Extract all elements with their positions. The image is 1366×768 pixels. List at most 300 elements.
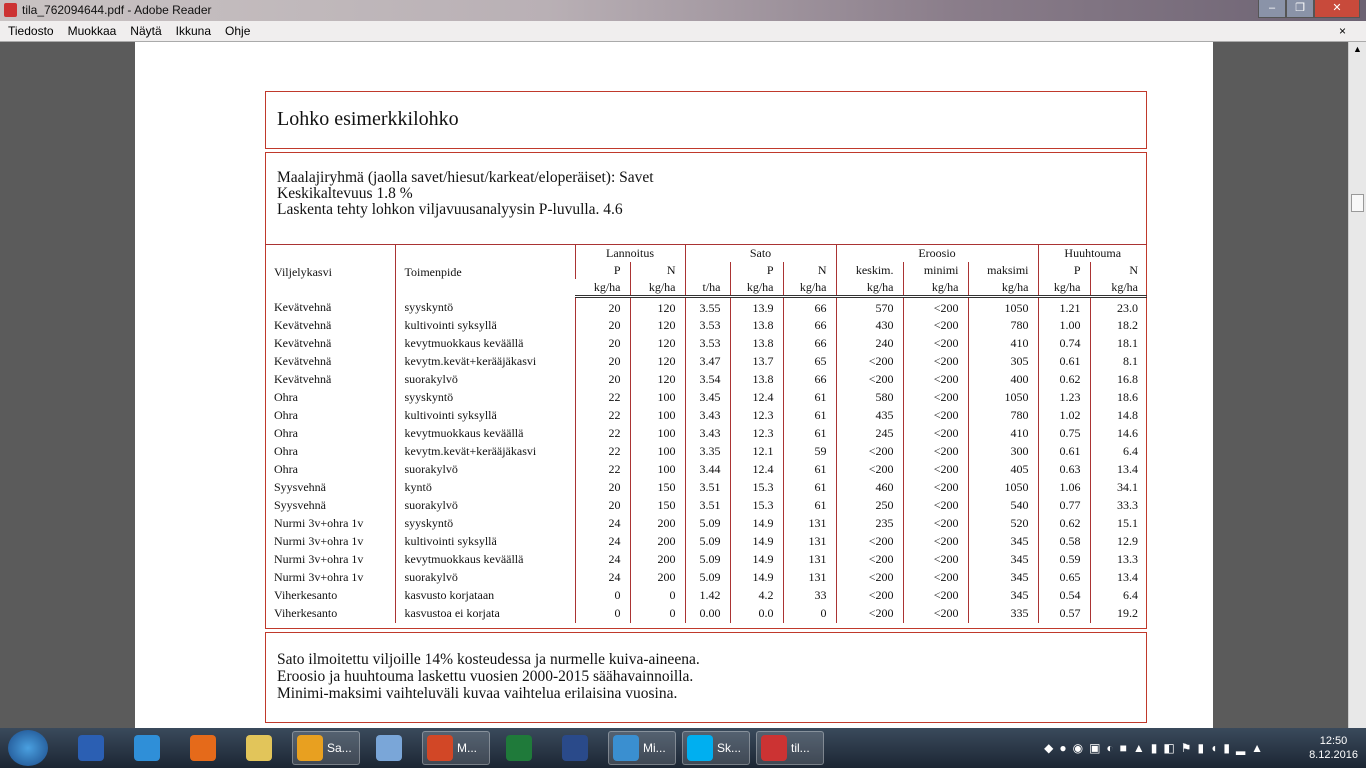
table-cell: 410 — [968, 335, 1038, 353]
col-viljelykasvi: Viljelykasvi — [274, 264, 332, 279]
taskbar-label: til... — [791, 741, 810, 755]
table-cell: 0.75 — [1038, 425, 1090, 443]
table-cell: 345 — [968, 533, 1038, 551]
table-cell: <200 — [903, 353, 968, 371]
table-cell: 5.09 — [685, 569, 730, 587]
table-cell: 3.51 — [685, 497, 730, 515]
note-line: Sato ilmoitettu viljoille 14% kosteudessa ja nurmelle kuiva-aineena. — [277, 651, 700, 668]
table-cell: 13.8 — [730, 317, 783, 335]
table-cell: 22 — [575, 425, 630, 443]
table-cell: 200 — [630, 533, 685, 551]
table-cell: 66 — [783, 296, 836, 317]
col-n: N — [783, 262, 836, 279]
table-cell: kevytmuokkaus keväällä — [395, 335, 575, 353]
unit: kg/ha — [968, 279, 1038, 297]
table-cell: Viherkesanto — [274, 606, 338, 620]
table-cell: 33.3 — [1090, 497, 1147, 515]
table-cell: kultivointi syksyllä — [395, 407, 575, 425]
table-row — [265, 515, 1147, 533]
table-row — [265, 551, 1147, 569]
table-cell: <200 — [903, 461, 968, 479]
table-cell: kyntö — [395, 479, 575, 497]
table-cell: 120 — [630, 296, 685, 317]
table-cell: 24 — [575, 551, 630, 569]
table-cell: 16.8 — [1090, 371, 1147, 389]
table-cell: 12.9 — [1090, 533, 1147, 551]
table-cell: 1.23 — [1038, 389, 1090, 407]
table-cell: 20 — [575, 296, 630, 317]
table-cell: <200 — [903, 587, 968, 605]
menu-ikkuna[interactable]: Ikkuna — [175, 24, 212, 38]
table-cell: 8.1 — [1090, 353, 1147, 371]
table-cell: 61 — [783, 497, 836, 515]
table-cell: kevytmuokkaus keväällä — [395, 551, 575, 569]
close-button[interactable]: ✕ — [1314, 0, 1360, 18]
taskbar-powerpoint[interactable] — [422, 731, 490, 765]
skype-icon — [687, 735, 713, 761]
table-cell: 100 — [630, 443, 685, 461]
col-empty — [685, 262, 730, 279]
table-cell: 430 — [836, 317, 903, 335]
results-table — [265, 244, 1147, 623]
table-cell: 3.43 — [685, 425, 730, 443]
unit: kg/ha — [1038, 279, 1090, 297]
table-cell: 13.4 — [1090, 461, 1147, 479]
table-row — [265, 317, 1147, 335]
table-cell: <200 — [903, 425, 968, 443]
table-cell: 0 — [575, 587, 630, 605]
table-cell: 150 — [630, 479, 685, 497]
table-cell: 13.7 — [730, 353, 783, 371]
table-cell: 245 — [836, 425, 903, 443]
table-cell: 3.47 — [685, 353, 730, 371]
table-row — [265, 479, 1147, 497]
table-cell: 14.9 — [730, 533, 783, 551]
table-cell: 59 — [783, 443, 836, 461]
table-cell: 0 — [783, 605, 836, 623]
table-row — [265, 443, 1147, 461]
menu-nayta[interactable]: Näytä — [130, 24, 162, 38]
table-cell: 3.45 — [685, 389, 730, 407]
table-cell: 0.61 — [1038, 353, 1090, 371]
table-cell: Syysvehnä — [274, 498, 326, 512]
table-row — [265, 371, 1147, 389]
table-cell: 3.35 — [685, 443, 730, 461]
table-cell: <200 — [903, 407, 968, 425]
taskbar-label: M... — [457, 741, 477, 755]
internet-explorer-icon — [134, 735, 160, 761]
group-huuhtouma: Huuhtouma — [1038, 245, 1147, 262]
table-cell: 250 — [836, 497, 903, 515]
table-cell: <200 — [836, 551, 903, 569]
table-cell: 1.42 — [685, 587, 730, 605]
table-cell: 13.8 — [730, 335, 783, 353]
table-cell: <200 — [903, 497, 968, 515]
table-cell: Kevätvehnä — [274, 354, 332, 368]
table-cell: 18.2 — [1090, 317, 1147, 335]
taskbar-remote[interactable] — [552, 731, 602, 765]
title-bar — [0, 0, 1366, 21]
table-cell: 0.57 — [1038, 605, 1090, 623]
table-cell: 780 — [968, 317, 1038, 335]
table-cell: <200 — [903, 479, 968, 497]
table-cell: 66 — [783, 335, 836, 353]
table-cell: 570 — [836, 296, 903, 317]
table-cell: 1.00 — [1038, 317, 1090, 335]
pdf-icon — [4, 3, 17, 17]
table-cell: 15.3 — [730, 479, 783, 497]
info-line: Keskikaltevuus 1.8 % — [277, 185, 413, 202]
table-cell: 5.09 — [685, 533, 730, 551]
table-cell: 14.9 — [730, 551, 783, 569]
table-cell: 1.06 — [1038, 479, 1090, 497]
table-cell: 23.0 — [1090, 296, 1147, 317]
taskbar-outlook[interactable] — [292, 731, 360, 765]
table-cell: 0.63 — [1038, 461, 1090, 479]
table-cell: 0.54 — [1038, 587, 1090, 605]
table-cell: suorakylvö — [395, 461, 575, 479]
table-cell: kasvusto korjataan — [395, 587, 575, 605]
col-keskim: keskim. — [836, 262, 903, 279]
table-cell: <200 — [836, 353, 903, 371]
table-cell: 24 — [575, 533, 630, 551]
table-cell: Nurmi 3v+ohra 1v — [274, 570, 364, 584]
table-cell: 120 — [630, 317, 685, 335]
table-cell: 1050 — [968, 389, 1038, 407]
table-cell: 0.58 — [1038, 533, 1090, 551]
table-cell: 22 — [575, 407, 630, 425]
table-cell: 200 — [630, 551, 685, 569]
minimize-button[interactable]: ‒ — [1258, 0, 1286, 18]
taskbar — [0, 728, 1366, 768]
excel-icon — [506, 735, 532, 761]
table-cell: 235 — [836, 515, 903, 533]
taskbar-paint[interactable] — [366, 731, 416, 765]
table-cell: <200 — [903, 389, 968, 407]
table-row — [265, 335, 1147, 353]
table-cell: suorakylvö — [395, 371, 575, 389]
table-cell: 300 — [968, 443, 1038, 461]
table-cell: 14.9 — [730, 515, 783, 533]
table-cell: Kevätvehnä — [274, 318, 332, 332]
lync-icon — [613, 735, 639, 761]
table-cell: syyskyntö — [395, 389, 575, 407]
table-cell: 12.3 — [730, 425, 783, 443]
table-cell: <200 — [836, 533, 903, 551]
table-cell: suorakylvö — [395, 569, 575, 587]
taskbar-excel[interactable] — [496, 731, 546, 765]
table-cell: Ohra — [274, 462, 298, 476]
maximize-button[interactable]: ❐ — [1286, 0, 1314, 18]
unit: kg/ha — [1090, 279, 1147, 297]
table-cell: 120 — [630, 335, 685, 353]
table-cell: 61 — [783, 389, 836, 407]
table-cell: 6.4 — [1090, 587, 1147, 605]
table-cell: 13.9 — [730, 296, 783, 317]
word-icon — [78, 735, 104, 761]
table-cell: 4.2 — [730, 587, 783, 605]
table-cell: 3.44 — [685, 461, 730, 479]
table-cell: Syysvehnä — [274, 480, 326, 494]
table-cell: 12.1 — [730, 443, 783, 461]
outlook-icon — [297, 735, 323, 761]
table-cell: 22 — [575, 461, 630, 479]
taskbar-word[interactable] — [68, 731, 118, 765]
table-row — [265, 389, 1147, 407]
table-cell: 14.9 — [730, 569, 783, 587]
table-cell: 435 — [836, 407, 903, 425]
table-cell: 131 — [783, 569, 836, 587]
table-cell: 1050 — [968, 479, 1038, 497]
table-row — [265, 605, 1147, 623]
table-cell: syyskyntö — [395, 296, 575, 317]
taskbar-internet-explorer[interactable] — [124, 731, 174, 765]
table-cell: 13.3 — [1090, 551, 1147, 569]
table-cell: 61 — [783, 479, 836, 497]
table-cell: <200 — [836, 587, 903, 605]
table-cell: Ohra — [274, 408, 298, 422]
table-cell: 345 — [968, 551, 1038, 569]
taskbar-label: Sk... — [717, 741, 742, 755]
table-cell: 3.53 — [685, 317, 730, 335]
taskbar-lync[interactable] — [608, 731, 676, 765]
group-lannoitus: Lannoitus — [575, 245, 685, 262]
table-cell: 12.4 — [730, 389, 783, 407]
table-cell: kultivointi syksyllä — [395, 533, 575, 551]
clock-date: 8.12.2016 — [1309, 749, 1358, 761]
table-cell: 540 — [968, 497, 1038, 515]
menu-muokkaa[interactable]: Muokkaa — [67, 24, 117, 38]
col-n: N — [1090, 262, 1147, 279]
table-cell: 20 — [575, 335, 630, 353]
menu-tiedosto[interactable]: Tiedosto — [8, 24, 54, 38]
clock[interactable] — [1309, 734, 1358, 762]
table-cell: 20 — [575, 353, 630, 371]
scrollbar-thumb[interactable] — [1351, 194, 1364, 212]
table-row — [265, 533, 1147, 551]
table-row — [265, 497, 1147, 515]
table-cell: 0.74 — [1038, 335, 1090, 353]
table-cell: 3.51 — [685, 479, 730, 497]
file-explorer-icon — [246, 735, 272, 761]
table-row — [265, 353, 1147, 371]
table-cell: 305 — [968, 353, 1038, 371]
info-line: Maalajiryhmä (jaolla savet/hiesut/karkeat/eloperäiset): Savet — [277, 169, 654, 186]
table-cell: <200 — [836, 605, 903, 623]
table-cell: 66 — [783, 371, 836, 389]
powerpoint-icon — [427, 735, 453, 761]
unit: kg/ha — [575, 279, 630, 297]
table-cell: suorakylvö — [395, 497, 575, 515]
doc-heading: Lohko esimerkkilohko — [277, 108, 459, 130]
col-p: P — [575, 262, 630, 279]
table-cell: 0.62 — [1038, 515, 1090, 533]
table-cell: Kevätvehnä — [274, 299, 332, 314]
menu-bar — [0, 21, 1366, 42]
table-cell: <200 — [903, 371, 968, 389]
group-eroosio: Eroosio — [836, 245, 1038, 262]
table-cell: 131 — [783, 551, 836, 569]
table-cell: kasvustoa ei korjata — [395, 605, 575, 623]
table-cell: 400 — [968, 371, 1038, 389]
tray-icons[interactable]: ◆●◉▣◐■▲▮◧⚑▮◖▮▂▲ — [1044, 741, 1270, 755]
info-line: Laskenta tehty lohkon viljavuusanalyysin P-luvulla. 4.6 — [277, 201, 623, 218]
table-cell: 22 — [575, 443, 630, 461]
table-cell: 1050 — [968, 296, 1038, 317]
table-cell: 20 — [575, 371, 630, 389]
table-cell: 20 — [575, 317, 630, 335]
start-button[interactable] — [8, 730, 48, 766]
table-cell: 22 — [575, 389, 630, 407]
paint-icon — [376, 735, 402, 761]
table-cell: 520 — [968, 515, 1038, 533]
table-cell: 33 — [783, 587, 836, 605]
table-cell: <200 — [836, 371, 903, 389]
table-cell: 13.4 — [1090, 569, 1147, 587]
table-cell: 5.09 — [685, 551, 730, 569]
table-cell: Kevätvehnä — [274, 336, 332, 350]
table-cell: <200 — [903, 533, 968, 551]
unit: kg/ha — [836, 279, 903, 297]
note-line: Minimi-maksimi vaihteluväli kuvaa vaihtelua erilaisina vuosina. — [277, 685, 678, 702]
table-cell: 131 — [783, 533, 836, 551]
table-cell: 0 — [630, 605, 685, 623]
adobe-reader-icon — [761, 735, 787, 761]
taskbar-skype[interactable] — [682, 731, 750, 765]
table-cell: 131 — [783, 515, 836, 533]
table-row — [265, 407, 1147, 425]
table-cell: <200 — [903, 335, 968, 353]
table-cell: 61 — [783, 461, 836, 479]
table-cell: 0.59 — [1038, 551, 1090, 569]
table-cell: 15.3 — [730, 497, 783, 515]
table-cell: 3.43 — [685, 407, 730, 425]
table-cell: <200 — [903, 551, 968, 569]
table-cell: 66 — [783, 317, 836, 335]
table-cell: 240 — [836, 335, 903, 353]
vertical-scrollbar[interactable] — [1348, 42, 1366, 728]
table-cell: 345 — [968, 569, 1038, 587]
table-row — [265, 587, 1147, 605]
table-cell: <200 — [903, 296, 968, 317]
table-cell: 200 — [630, 569, 685, 587]
table-cell: 0.65 — [1038, 569, 1090, 587]
table-cell: 15.1 — [1090, 515, 1147, 533]
group-sato: Sato — [685, 245, 836, 262]
table-cell: 24 — [575, 515, 630, 533]
window-title: tila_762094644.pdf - Adobe Reader — [22, 3, 212, 17]
taskbar-label: Mi... — [643, 741, 666, 755]
table-cell: kultivointi syksyllä — [395, 317, 575, 335]
table-cell: Nurmi 3v+ohra 1v — [274, 516, 364, 530]
table-row — [265, 425, 1147, 443]
table-cell: Kevätvehnä — [274, 372, 332, 386]
note-line: Eroosio ja huuhtouma laskettu vuosien 2000-2015 säähavainnoilla. — [277, 668, 694, 685]
table-cell: 14.8 — [1090, 407, 1147, 425]
table-cell: 3.53 — [685, 335, 730, 353]
table-cell: <200 — [903, 317, 968, 335]
col-n: N — [630, 262, 685, 279]
taskbar-firefox[interactable] — [180, 731, 230, 765]
table-cell: 100 — [630, 389, 685, 407]
unit: kg/ha — [730, 279, 783, 297]
soil-info — [266, 153, 1146, 244]
table-cell: 13.8 — [730, 371, 783, 389]
table-cell: 580 — [836, 389, 903, 407]
table-cell: 120 — [630, 371, 685, 389]
table-cell: Ohra — [274, 390, 298, 404]
table-cell: syyskyntö — [395, 515, 575, 533]
table-row — [265, 296, 1147, 317]
table-cell: <200 — [836, 569, 903, 587]
col-maksimi: maksimi — [968, 262, 1038, 279]
table-cell: 20 — [575, 479, 630, 497]
table-cell: Nurmi 3v+ohra 1v — [274, 534, 364, 548]
table-cell: 20 — [575, 497, 630, 515]
table-cell: 0.00 — [685, 605, 730, 623]
menu-ohje[interactable]: Ohje — [225, 24, 251, 38]
table-cell: 12.3 — [730, 407, 783, 425]
table-cell: <200 — [903, 569, 968, 587]
firefox-icon — [190, 735, 216, 761]
table-cell: 65 — [783, 353, 836, 371]
unit: t/ha — [685, 279, 730, 297]
table-cell: 100 — [630, 407, 685, 425]
table-cell: Nurmi 3v+ohra 1v — [274, 552, 364, 566]
table-cell: kevytm.kevät+kerääjäkasvi — [395, 443, 575, 461]
table-cell: Ohra — [274, 426, 298, 440]
table-cell: 18.6 — [1090, 389, 1147, 407]
system-tray — [1044, 728, 1358, 768]
unit: kg/ha — [630, 279, 685, 297]
table-cell: 19.2 — [1090, 605, 1147, 623]
notes-box — [265, 632, 1147, 723]
table-cell: 150 — [630, 497, 685, 515]
table-cell: kevytmuokkaus keväällä — [395, 425, 575, 443]
table-cell: 120 — [630, 353, 685, 371]
table-cell: 3.54 — [685, 371, 730, 389]
unit: kg/ha — [783, 279, 836, 297]
table-cell: 12.4 — [730, 461, 783, 479]
scroll-up-icon[interactable]: ▲ — [1353, 44, 1362, 54]
col-p: P — [730, 262, 783, 279]
table-cell: 100 — [630, 425, 685, 443]
table-cell: 460 — [836, 479, 903, 497]
table-cell: 34.1 — [1090, 479, 1147, 497]
col-toimenpide: Toimenpide — [395, 262, 575, 297]
table-cell: 100 — [630, 461, 685, 479]
table-cell: <200 — [903, 515, 968, 533]
taskbar-file-explorer[interactable] — [236, 731, 286, 765]
table-cell: 3.55 — [685, 296, 730, 317]
table-cell: 24 — [575, 569, 630, 587]
table-cell: 1.21 — [1038, 296, 1090, 317]
table-cell: 6.4 — [1090, 443, 1147, 461]
taskbar-adobe-reader[interactable] — [756, 731, 824, 765]
table-cell: 0 — [630, 587, 685, 605]
close-document-button[interactable]: × — [1338, 24, 1346, 38]
table-cell: 0.77 — [1038, 497, 1090, 515]
table-cell: Ohra — [274, 444, 298, 458]
table-cell: 200 — [630, 515, 685, 533]
table-cell: 0 — [575, 605, 630, 623]
table-row — [265, 461, 1147, 479]
table-cell: Viherkesanto — [274, 588, 338, 602]
table-cell: 335 — [968, 605, 1038, 623]
unit: kg/ha — [903, 279, 968, 297]
table-cell: kevytm.kevät+kerääjäkasvi — [395, 353, 575, 371]
taskbar-label: Sa... — [327, 741, 352, 755]
